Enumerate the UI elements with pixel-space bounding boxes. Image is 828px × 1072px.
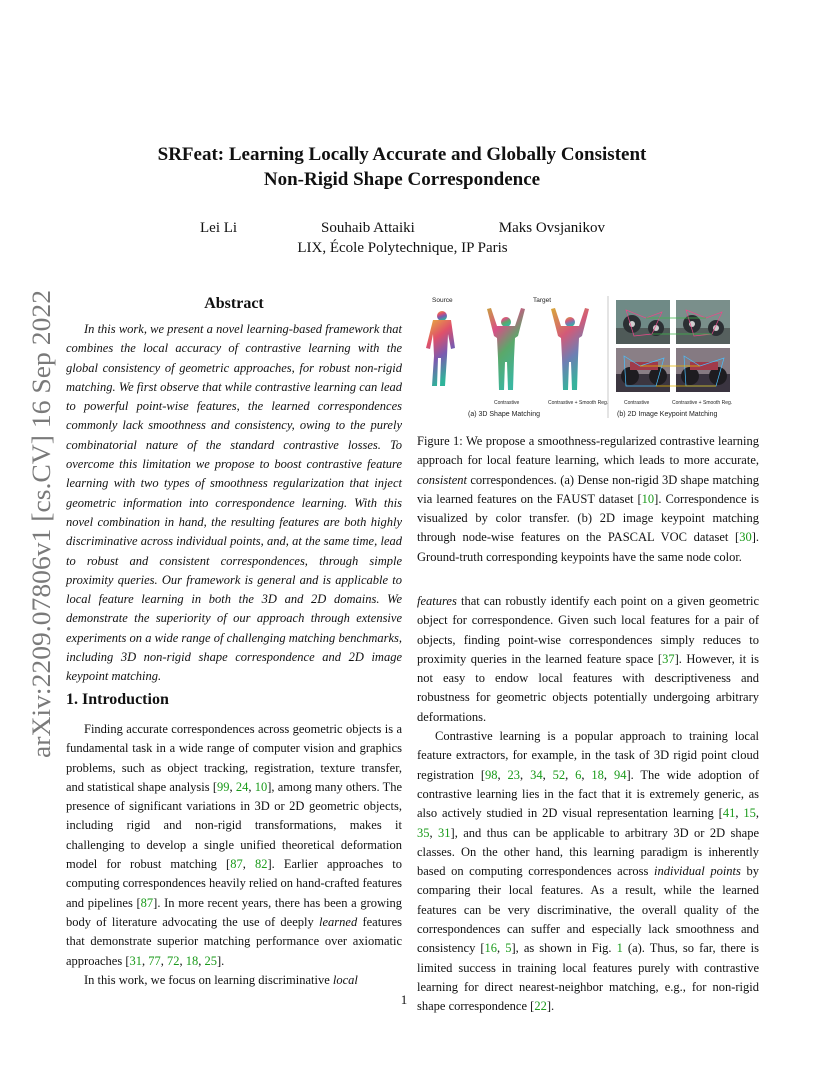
- citation-link[interactable]: 10: [254, 779, 268, 794]
- citation-link[interactable]: 41: [722, 806, 736, 821]
- citation-link[interactable]: 18: [591, 767, 604, 782]
- citation-link[interactable]: 52: [552, 767, 566, 782]
- citation-link[interactable]: 10: [641, 491, 655, 506]
- citation-link[interactable]: 87: [140, 895, 154, 910]
- text-run: ], as shown in Fig.: [511, 941, 617, 956]
- author-list: [200, 220, 605, 237]
- target-shape-smooth: [551, 308, 589, 390]
- citation-link[interactable]: 24: [235, 779, 249, 794]
- citation-link[interactable]: 77: [148, 953, 161, 968]
- figure-1: [420, 294, 760, 420]
- text-run: correspondences. (a) Dense non-rigid 3D shape matching via learned features on the FAUST dataset [: [417, 472, 759, 506]
- citation-link[interactable]: 87: [230, 857, 243, 872]
- citation-link[interactable]: 94: [613, 767, 627, 782]
- contrastive-smooth-label: Contrastive + Smooth Reg.: [548, 400, 609, 406]
- title-line-2: Non-Rigid Shape Correspondence: [263, 169, 541, 190]
- intro-paragraph-1: Finding accurate correspondences across geometric objects is a fundamental task in a wide range of computer vision and graphics problems, such as object tracking, registration, texture transfer, and statistical shape analysis [99, 24, 10], among many others. The presence of significant variations in 3D or 2D geometric objects, including rigid and non-rigid transformations, makes it challenging to develop a single unified theoretical deformation model for robust matching [87, 82]. Earlier approaches to computing correspondences heavily relied on hand-crafted features and pipelines [87]. In more recent years, there has been a growing body of literature advocating the use of deeply learned features that demonstrate superior matching performance over axiomatic approaches [31, 77, 72, 18, 25].: [66, 722, 403, 968]
- subfigure-a-label: (a) 3D Shape Matching: [468, 411, 540, 418]
- citation-link[interactable]: 34: [530, 767, 543, 782]
- section-heading-introduction: 1. Introduction: [66, 691, 169, 708]
- emphasis: learned: [319, 914, 358, 929]
- abstract-heading: Abstract: [204, 295, 264, 312]
- author-1: Lei Li: [200, 220, 238, 236]
- contrastive-smooth-label-b: Contrastive + Smooth Reg.: [672, 400, 733, 406]
- citation-link[interactable]: 6: [575, 767, 582, 782]
- emphasis: features: [417, 594, 457, 608]
- keypoint-image-4: [676, 348, 730, 392]
- citation-link[interactable]: 72: [167, 953, 180, 968]
- source-label: Source: [432, 297, 453, 304]
- emphasis: individual points: [654, 864, 741, 879]
- page-number: 1: [400, 992, 408, 1007]
- citation-link[interactable]: 37: [662, 651, 675, 666]
- text-run: ]. Earlier approaches to computing correspondences heavily relied on hand-crafted features and pipelines [: [66, 857, 403, 910]
- right-paragraph-2: Contrastive learning is a popular approach to training local feature extractors, for example, in the task of 3D rigid point cloud registration [98, 23, 34, 52, 6, 18, 94]. The wide adoption of contrastive learning lies in the fact that it is extremely generic, as also actively studied in 2D visual representation learning [41, 15, 35, 31], and thus can be applicable to arbitrary 3D or 2D shape classes. On the other hand, this learning paradigm is inherently based on computing correspondences across individual points by comparing their local features. As a result, while the learned features can be very discriminative, the overall quality of the correspondences can suffer and especially lack smoothness and consistency [16, 5], as shown in Fig. 1 (a). Thus, so far, there is limited success in training local features purely with contrastive learning for direct nearest-neighbor matching, e.g., for non-rigid shape correspondence [22].: [417, 729, 760, 1014]
- paper-title: [130, 142, 674, 192]
- author-2: Souhaib Attaiki: [321, 220, 415, 236]
- arxiv-stamp: [18, 288, 62, 758]
- citation-link[interactable]: 82: [254, 857, 268, 872]
- citation-link[interactable]: 25: [204, 953, 218, 968]
- abstract-text: [66, 320, 402, 687]
- text-run: In this work, we focus on learning discriminative: [84, 972, 333, 987]
- citation-link[interactable]: 31: [438, 825, 451, 840]
- text-run: ].: [546, 999, 555, 1014]
- text-run: ]. The wide adoption of contrastive learning lies in the fact that it is extremely generic, as also actively studied in 2D visual representation learning [: [417, 767, 760, 821]
- figure-caption: [417, 432, 759, 567]
- text-run: features that demonstrate superior matching performance over axiomatic approaches [: [66, 914, 403, 968]
- text-run: ]. Correspondence is visualized by color transfer. (b) 2D image keypoint matching through node-wise features on the PASCAL VOC dataset [: [417, 491, 759, 545]
- text-run: ], and thus can be applicable to arbitrary 3D or 2D shape classes. On the other hand, this learning paradigm is inherently based on computing correspondences across: [417, 825, 760, 879]
- intro-text: [66, 720, 402, 990]
- keypoint-image-3: [616, 348, 670, 392]
- citation-link[interactable]: 31: [129, 953, 143, 968]
- citation-link[interactable]: 22: [534, 999, 547, 1014]
- text-run: Figure 1: We propose a smoothness-regularized contrastive learning approach for local feature learning, which leads to more accurate,: [417, 434, 759, 468]
- right-paragraph-1: [417, 592, 759, 727]
- author-3: Maks Ovsjanikov: [498, 220, 605, 236]
- citation-link[interactable]: 16: [484, 941, 498, 956]
- keypoint-image-1: [616, 300, 670, 344]
- citation-link[interactable]: 98: [485, 767, 498, 782]
- target-label: Target: [533, 297, 552, 304]
- text-run: by comparing their local features. As a result, while the learned features can be very discriminative, the overall quality of the correspondences can suffer and especially lack smoothness and consistency [: [417, 864, 760, 956]
- target-shape-contrastive: [487, 308, 525, 390]
- text-run: Contrastive learning is a popular approach to training local feature extractors, for example, in the task of 3D rigid point cloud registration [: [417, 729, 759, 782]
- contrastive-label: Contrastive: [494, 400, 520, 406]
- intro-paragraph-2: [66, 971, 402, 990]
- citation-link[interactable]: 30: [739, 530, 752, 545]
- affiliation: LIX, École Polytechnique, IP Paris: [297, 240, 508, 256]
- citation-link[interactable]: 35: [417, 825, 430, 840]
- title-line-1: SRFeat: Learning Locally Accurate and Globally Consistent: [157, 144, 647, 165]
- text-run: ]. In more recent years, there has been a growing body of literature advocating the use of deeply: [66, 895, 402, 929]
- citation-link[interactable]: 18: [185, 953, 199, 968]
- right-column-text: [417, 592, 759, 1017]
- citation-link[interactable]: 99: [217, 779, 230, 794]
- citation-link[interactable]: 15: [743, 806, 756, 821]
- keypoint-image-2: [676, 300, 730, 344]
- text-run: ], among many others. The presence of significant variations in 3D or 2D geometric objects, including rigid and non-rigid transformations, makes it challenging to develop a single unified theoretical deformation model for robust matching [: [66, 779, 403, 872]
- citation-link[interactable]: 23: [507, 767, 521, 782]
- text-run: that can robustly identify each point on a given geometric object for correspondence. Given such local features for a pair of objects, finding point-wise correspondences simply reduces to proximity queries in the learned feature space [: [417, 594, 759, 666]
- contrastive-label-b: Contrastive: [624, 400, 650, 406]
- text-run: Finding accurate correspondences across geometric objects is a fundamental task in a wide range of computer vision and graphics problems, such as object tracking, registration, texture transfer, and statistical shape analysis [: [66, 722, 402, 794]
- text-run: ].: [217, 953, 225, 968]
- text-run: (a). Thus, so far, there is limited success in training local features purely with contrastive learning for direct nearest-neighbor matching, e.g., for non-rigid shape correspondence [: [417, 941, 759, 1014]
- abstract-paragraph: In this work, we present a novel learning-based framework that combines the local accuracy of contrastive learning with the global consistency of geometric approaches, for robust non-rigid matching. We first observe that while contrastive learning can lead to powerful point-wise features, the learned correspondences commonly lack smoothness and consistency, owing to the purely combinatorial nature of the standard contrastive losses. To overcome this limitation we propose to boost contrastive feature learning with two types of smoothness regularization that inject geometric information into correspondence learning. With this novel combination in hand, the resulting features are both highly discriminative across individual points, and, at the same time, lead to robust and consistent correspondences, through simple proximity queries. Our framework is general and is applicable to local feature learning in both the 3D and 2D domains. We demonstrate the superiority of our approach through extensive experiments on a wide range of challenging matching benchmarks, including 3D non-rigid shape correspondence and 2D image keypoint matching.: [66, 322, 402, 684]
- figure-reference-link[interactable]: 1: [616, 941, 623, 956]
- citation-link[interactable]: 5: [505, 941, 512, 956]
- arxiv-id: arXiv:2209.07806v1 [cs.CV] 16 Sep 2022: [27, 317, 56, 758]
- source-shape: [426, 311, 455, 386]
- subfigure-b-label: (b) 2D Image Keypoint Matching: [617, 411, 718, 418]
- emphasis: consistent: [417, 472, 467, 487]
- figure-1-graphic: [420, 294, 760, 420]
- emphasis: local: [332, 972, 358, 987]
- text-run: ]. Ground-truth corresponding keypoints have the same node color.: [417, 530, 759, 564]
- text-run: ]. However, it is not easy to endow local features with descriptiveness and robustness for geometric objects potentially undergoing arbitrary deformations.: [417, 651, 759, 724]
